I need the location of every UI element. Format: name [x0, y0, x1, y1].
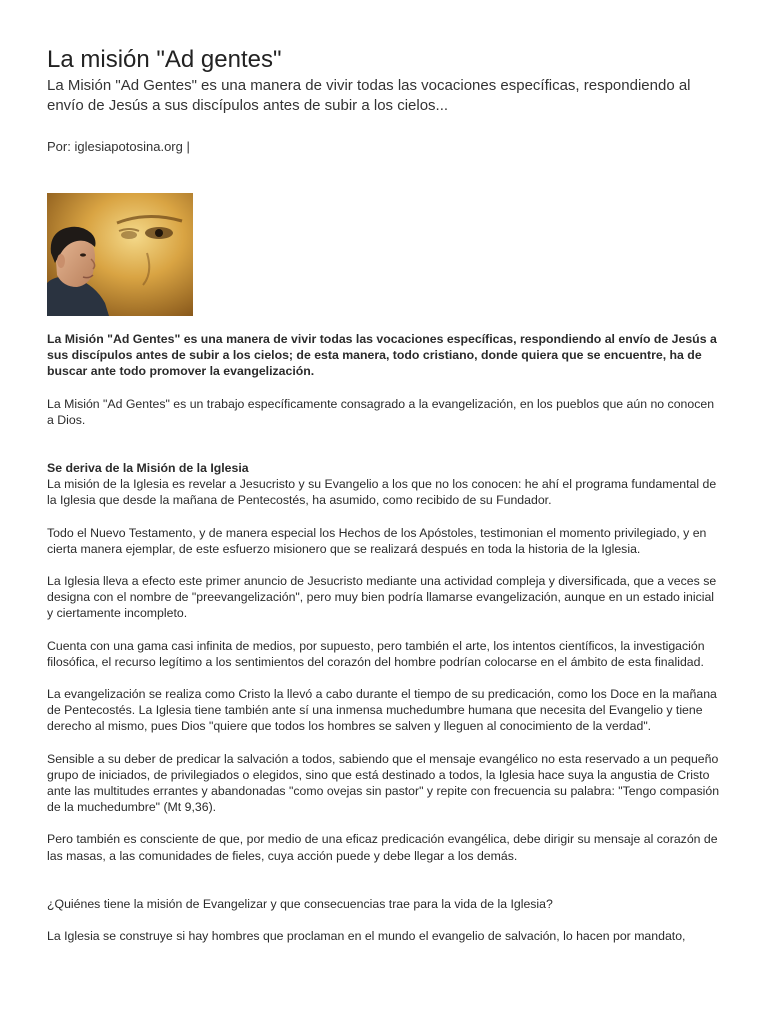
- paragraph: La evangelización se realiza como Cristo la llevó a cabo durante el tiempo de su predicación, como los Doce en la mañana de Pentecostés. La Iglesia tiene también ante sí una inmensa muchedumbre humana que necesita del Evangelio y tiene derecho al mismo, pues Dios "quiere que todos los hombres se salven y lleguen al conocimiento de la verdad".: [47, 687, 717, 734]
- lead-paragraph: La Misión "Ad Gentes" es una manera de vivir todas las vocaciones específicas, respondiendo al envío de Jesús a sus discípulos antes de subir a los cielos; de esta manera, todo cristiano, donde quiera que se encuentre, ha de buscar ante todo promover la evangelización.: [47, 332, 717, 379]
- section: [47, 460, 723, 509]
- paragraph: Todo el Nuevo Testamento, y de manera especial los Hechos de los Apóstoles, testimonian el momento privilegiado, y en cierta manera ejemplar, de este esfuerzo misionero que se realizará después en toda la historia de la Iglesia.: [47, 525, 707, 556]
- paragraph: Sensible a su deber de predicar la salvación a todos, sabiendo que el mensaje evangélico no esta reservado a un pequeño grupo de iniciados, de privilegiados o elegidos, sino que está destinado a todos, la Iglesia hace suya la angustia de Cristo ante las multitudes errantes y abandonadas "como ovejas sin pastor" y repite con frecuencia su palabra: "Tengo compasión de la muchedumbre" (Mt 9,36).: [47, 751, 720, 815]
- paragraph: La Iglesia se construye si hay hombres que proclaman en el mundo el evangelio de salvación, lo hacen por mandato,: [47, 929, 686, 944]
- paragraph: Cuenta con una gama casi infinita de medios, por supuesto, pero también el arte, los intentos científicos, la investigación filosófica, el recurso legítimo a los sentimientos del corazón del hombre podrían colocarse en el ámbito de esta finalidad.: [47, 638, 705, 669]
- byline: Por: iglesiapotosina.org |: [47, 139, 190, 154]
- paragraph: La Iglesia lleva a efecto este primer anuncio de Jesucristo mediante una actividad compleja y diversificada, que a veces se designa con el nombre de "preevangelización", pero muy bien podría llamarse evangelización, aunque en un estado inicial y ciertamente incompleto.: [47, 574, 717, 621]
- article-image: [47, 193, 193, 316]
- article-image-illustration: [47, 193, 193, 316]
- article-body: [47, 331, 723, 960]
- page-title: La misión "Ad gentes": [47, 46, 282, 73]
- paragraph: Pero también es consciente de que, por medio de una eficaz predicación evangélica, debe dirigir su mensaje al corazón de las masas, a las comunidades de fieles, cuya acción puede y debe llegar a los demás.: [47, 832, 718, 863]
- question-paragraph: ¿Quiénes tiene la misión de Evangelizar y que consecuencias trae para la vida de la Iglesia?: [47, 896, 553, 911]
- article-subtitle: La Misión "Ad Gentes" es una manera de vivir todas las vocaciones específicas, respondiendo al envío de Jesús a sus discípulos antes de subir a los cielos...: [47, 77, 691, 114]
- paragraph: La misión de la Iglesia es revelar a Jesucristo y su Evangelio a los que no los conocen: he ahí el programa fundamental de la Iglesia que desde la mañana de Pentecostés, ha asumido, como recibido de su Fundador.: [47, 477, 717, 508]
- section-heading: Se deriva de la Misión de la Iglesia: [47, 461, 249, 476]
- paragraph: La Misión "Ad Gentes" es un trabajo específicamente consagrado a la evangelización, en los pueblos que aún no conocen a Dios.: [47, 396, 715, 427]
